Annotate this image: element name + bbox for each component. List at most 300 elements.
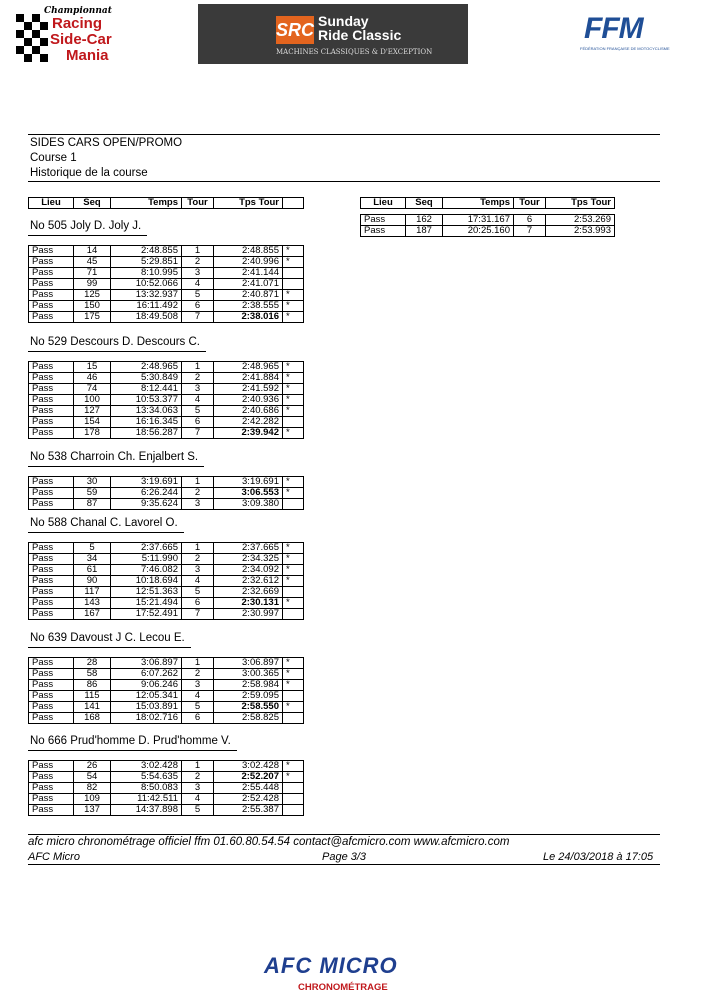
best-lap-mark: * (283, 576, 304, 587)
cell-seq: 15 (74, 362, 111, 373)
cell-tps-tour: 2:30.131 (214, 598, 283, 609)
cell-tps-tour: 2:40.996 (214, 257, 283, 268)
cell-temps: 13:34.063 (111, 406, 182, 417)
cell-seq: 100 (74, 395, 111, 406)
table-row (29, 609, 304, 620)
cell-lieu: Pass (29, 669, 74, 680)
cell-tps-tour: 2:48.855 (214, 246, 283, 257)
cell-seq: 14 (74, 246, 111, 257)
table-row (29, 783, 304, 794)
cell-tps-tour: 2:48.965 (214, 362, 283, 373)
cell-tour: 3 (182, 565, 214, 576)
cell-lieu: Pass (29, 761, 74, 772)
footer-bottom-rule (28, 864, 660, 865)
table-row (361, 226, 615, 237)
table-row (29, 406, 304, 417)
cell-temps: 10:53.377 (111, 395, 182, 406)
cell-lieu: Pass (29, 373, 74, 384)
best-lap-mark: * (283, 761, 304, 772)
cell-temps: 8:12.441 (111, 384, 182, 395)
logo-sunday: Sunday (318, 13, 369, 29)
cell-tps-tour: 2:58.550 (214, 702, 283, 713)
best-lap-mark (283, 691, 304, 702)
crew-title: No 529 Descours D. Descours C. (30, 336, 201, 348)
cell-seq: 28 (74, 658, 111, 669)
cell-tour: 5 (182, 587, 214, 598)
cell-tour: 6 (182, 713, 214, 724)
cell-temps: 10:18.694 (111, 576, 182, 587)
col-seq: Seq (74, 198, 111, 209)
crew-lap-table (28, 542, 304, 620)
crew-title: No 505 Joly D. Joly J. (30, 220, 142, 232)
crew-underline (28, 532, 184, 533)
logo-afc-micro-text: AFC MICRO (264, 953, 398, 978)
cell-tps-tour: 2:32.612 (214, 576, 283, 587)
table-row (29, 301, 304, 312)
cell-lieu: Pass (29, 565, 74, 576)
best-lap-mark: * (283, 384, 304, 395)
cell-seq: 30 (74, 477, 111, 488)
cell-lieu: Pass (29, 301, 74, 312)
cell-tps-tour: 2:52.428 (214, 794, 283, 805)
cell-tps-tour: 2:37.665 (214, 543, 283, 554)
cell-seq: 87 (74, 499, 111, 510)
cell-tps-tour: 2:53.993 (546, 226, 615, 237)
cell-tps-tour: 2:53.269 (546, 215, 615, 226)
cell-seq: 137 (74, 805, 111, 816)
logo-tagline: MACHINES CLASSIQUES & D'EXCEPTION (276, 48, 433, 56)
logo-chronometrage: CHRONOMÉTRAGE (298, 982, 388, 993)
cell-tour: 2 (182, 488, 214, 499)
cell-lieu: Pass (29, 488, 74, 499)
cell-lieu: Pass (29, 246, 74, 257)
cell-temps: 18:56.287 (111, 428, 182, 439)
cell-tps-tour: 2:39.942 (214, 428, 283, 439)
cell-tour: 6 (182, 598, 214, 609)
table-row (29, 576, 304, 587)
col-mark (283, 198, 304, 209)
best-lap-mark: * (283, 658, 304, 669)
table-row (29, 761, 304, 772)
cell-seq: 54 (74, 772, 111, 783)
cell-seq: 90 (74, 576, 111, 587)
cell-temps: 5:30.849 (111, 373, 182, 384)
cell-tour: 7 (182, 312, 214, 323)
cell-seq: 187 (406, 226, 443, 237)
cell-tps-tour: 2:58.984 (214, 680, 283, 691)
cell-seq: 125 (74, 290, 111, 301)
cell-seq: 143 (74, 598, 111, 609)
cell-tour: 1 (182, 362, 214, 373)
table-row (29, 587, 304, 598)
cell-tour: 1 (182, 658, 214, 669)
cell-lieu: Pass (29, 554, 74, 565)
table-row (29, 290, 304, 301)
cell-temps: 14:37.898 (111, 805, 182, 816)
cell-tps-tour: 2:34.092 (214, 565, 283, 576)
table-row (361, 215, 615, 226)
logo-ride-classic: Ride Classic (318, 27, 402, 43)
table-row (29, 279, 304, 290)
cell-tps-tour: 2:55.387 (214, 805, 283, 816)
table-row (29, 713, 304, 724)
cell-lieu: Pass (29, 783, 74, 794)
best-lap-mark: * (283, 290, 304, 301)
cell-lieu: Pass (29, 794, 74, 805)
crew-underline (28, 351, 206, 352)
cell-lieu: Pass (29, 587, 74, 598)
logo-ffm-tagline: FÉDÉRATION FRANÇAISE DE MOTOCYCLISME (580, 46, 670, 51)
best-lap-mark: * (283, 669, 304, 680)
cell-tps-tour: 2:30.997 (214, 609, 283, 620)
cell-temps: 2:48.855 (111, 246, 182, 257)
cell-temps: 17:31.167 (443, 215, 514, 226)
crew-title: No 639 Davoust J C. Lecou E. (30, 632, 185, 644)
cell-temps: 16:11.492 (111, 301, 182, 312)
crew-lap-table (28, 361, 304, 439)
cell-seq: 82 (74, 783, 111, 794)
cell-seq: 141 (74, 702, 111, 713)
footer-company: AFC Micro (28, 851, 80, 863)
cell-temps: 20:25.160 (443, 226, 514, 237)
cell-tour: 3 (182, 499, 214, 510)
cell-temps: 8:10.995 (111, 268, 182, 279)
logo-src: SRC (276, 16, 314, 44)
crew-underline (28, 750, 237, 751)
cell-lieu: Pass (29, 658, 74, 669)
best-lap-mark (283, 609, 304, 620)
cell-lieu: Pass (29, 268, 74, 279)
cell-seq: 5 (74, 543, 111, 554)
cell-lieu: Pass (29, 384, 74, 395)
table-row (29, 691, 304, 702)
cell-lieu: Pass (29, 279, 74, 290)
cell-lieu: Pass (29, 290, 74, 301)
crew-title: No 538 Charroin Ch. Enjalbert S. (30, 451, 199, 463)
table-row (29, 417, 304, 428)
crew-lap-table (28, 476, 304, 510)
cell-tps-tour: 2:40.686 (214, 406, 283, 417)
cell-tour: 3 (182, 384, 214, 395)
cell-tps-tour: 2:41.071 (214, 279, 283, 290)
cell-tps-tour: 3:09.380 (214, 499, 283, 510)
cell-tour: 2 (182, 373, 214, 384)
col-temps: Temps (443, 198, 514, 209)
cell-lieu: Pass (29, 428, 74, 439)
cell-temps: 11:42.511 (111, 794, 182, 805)
cell-lieu: Pass (29, 609, 74, 620)
cell-lieu: Pass (29, 477, 74, 488)
cell-tour: 3 (182, 680, 214, 691)
best-lap-mark (283, 499, 304, 510)
cell-seq: 150 (74, 301, 111, 312)
cell-temps: 8:50.083 (111, 783, 182, 794)
best-lap-mark: * (283, 428, 304, 439)
best-lap-mark: * (283, 246, 304, 257)
footer-contact: afc micro chronométrage officiel ffm 01.60.80.54.54 contact@afcmicro.com www.afcmicro.com (28, 836, 510, 848)
table-row (29, 658, 304, 669)
cell-temps: 13:32.937 (111, 290, 182, 301)
crew-underline (28, 235, 147, 236)
table-row (29, 598, 304, 609)
cell-temps: 3:06.897 (111, 658, 182, 669)
col-tour: Tour (514, 198, 546, 209)
cell-temps: 9:06.246 (111, 680, 182, 691)
cell-seq: 74 (74, 384, 111, 395)
best-lap-mark: * (283, 772, 304, 783)
cell-temps: 2:48.965 (111, 362, 182, 373)
cell-tour: 1 (182, 246, 214, 257)
cell-tps-tour: 2:52.207 (214, 772, 283, 783)
ffm-logo (578, 12, 670, 54)
best-lap-mark: * (283, 257, 304, 268)
best-lap-mark (283, 783, 304, 794)
best-lap-mark: * (283, 554, 304, 565)
table-row (29, 794, 304, 805)
cell-seq: 45 (74, 257, 111, 268)
table-row (29, 477, 304, 488)
cell-tps-tour: 2:34.325 (214, 554, 283, 565)
cell-seq: 167 (74, 609, 111, 620)
col-temps: Temps (111, 198, 182, 209)
cell-tour: 6 (514, 215, 546, 226)
col-tps-tour: Tps Tour (546, 198, 615, 209)
race-title: Course 1 (30, 152, 77, 164)
cell-tps-tour: 3:19.691 (214, 477, 283, 488)
cell-tour: 7 (182, 428, 214, 439)
best-lap-mark: * (283, 477, 304, 488)
cell-tour: 5 (182, 290, 214, 301)
cell-lieu: Pass (29, 257, 74, 268)
cell-temps: 3:02.428 (111, 761, 182, 772)
page-subtitle: Historique de la course (30, 167, 148, 179)
left-column-header (28, 197, 304, 209)
cell-seq: 168 (74, 713, 111, 724)
table-row (29, 373, 304, 384)
col-seq: Seq (406, 198, 443, 209)
crew-underline (28, 466, 204, 467)
cell-tps-tour: 2:40.871 (214, 290, 283, 301)
cell-temps: 5:11.990 (111, 554, 182, 565)
cell-temps: 6:26.244 (111, 488, 182, 499)
cell-tps-tour: 3:02.428 (214, 761, 283, 772)
best-lap-mark: * (283, 702, 304, 713)
cell-tour: 2 (182, 257, 214, 268)
table-row (29, 805, 304, 816)
logo-racing: Racing (52, 15, 103, 32)
table-row (29, 702, 304, 713)
cell-seq: 34 (74, 554, 111, 565)
cell-seq: 154 (74, 417, 111, 428)
right-column-header (360, 197, 615, 209)
cell-tour: 2 (182, 554, 214, 565)
cell-temps: 18:02.716 (111, 713, 182, 724)
crew-underline (28, 647, 191, 648)
crew-title: No 666 Prud'homme D. Prud'homme V. (30, 735, 231, 747)
cell-tps-tour: 2:58.825 (214, 713, 283, 724)
cell-temps: 12:05.341 (111, 691, 182, 702)
cell-temps: 12:51.363 (111, 587, 182, 598)
table-row (29, 488, 304, 499)
cell-tour: 5 (182, 702, 214, 713)
cell-temps: 7:46.082 (111, 565, 182, 576)
crew-lap-table (28, 245, 304, 323)
cell-seq: 26 (74, 761, 111, 772)
table-row (29, 362, 304, 373)
best-lap-mark (283, 587, 304, 598)
table-row (29, 395, 304, 406)
footer-top-rule (28, 834, 660, 835)
col-tour: Tour (182, 198, 214, 209)
cell-tps-tour: 2:40.936 (214, 395, 283, 406)
cell-temps: 5:54.635 (111, 772, 182, 783)
cell-lieu: Pass (29, 772, 74, 783)
cell-tour: 1 (182, 477, 214, 488)
table-row (29, 246, 304, 257)
table-row (29, 312, 304, 323)
table-row (29, 257, 304, 268)
best-lap-mark: * (283, 680, 304, 691)
cell-tps-tour: 2:38.016 (214, 312, 283, 323)
table-row (29, 499, 304, 510)
cell-seq: 175 (74, 312, 111, 323)
cell-lieu: Pass (29, 576, 74, 587)
header-top-rule (28, 134, 660, 135)
best-lap-mark (283, 268, 304, 279)
cell-temps: 15:03.891 (111, 702, 182, 713)
header-bottom-rule (28, 181, 660, 182)
cell-temps: 2:37.665 (111, 543, 182, 554)
cell-tour: 5 (182, 805, 214, 816)
table-row (29, 680, 304, 691)
cell-seq: 162 (406, 215, 443, 226)
racing-side-car-mania-logo (14, 6, 132, 68)
cell-temps: 15:21.494 (111, 598, 182, 609)
table-row (29, 554, 304, 565)
cell-lieu: Pass (29, 312, 74, 323)
logo-mania: Mania (66, 47, 109, 64)
cell-tour: 4 (182, 279, 214, 290)
cell-temps: 10:52.066 (111, 279, 182, 290)
cell-tps-tour: 2:41.884 (214, 373, 283, 384)
best-lap-mark (283, 417, 304, 428)
afc-micro-logo (262, 952, 402, 1000)
category-title: SIDES CARS OPEN/PROMO (30, 137, 183, 149)
cell-seq: 109 (74, 794, 111, 805)
footer-page: Page 3/3 (322, 851, 367, 863)
cell-temps: 18:49.508 (111, 312, 182, 323)
cell-tour: 6 (182, 301, 214, 312)
cell-tour: 7 (182, 609, 214, 620)
cell-tour: 6 (182, 417, 214, 428)
cell-seq: 117 (74, 587, 111, 598)
cell-tour: 4 (182, 395, 214, 406)
cell-seq: 58 (74, 669, 111, 680)
footer-date: Le 24/03/2018 à 17:05 (543, 851, 654, 863)
cell-seq: 71 (74, 268, 111, 279)
best-lap-mark: * (283, 395, 304, 406)
cell-tps-tour: 2:59.095 (214, 691, 283, 702)
cell-lieu: Pass (361, 226, 406, 237)
cell-tps-tour: 3:00.365 (214, 669, 283, 680)
table-row (29, 543, 304, 554)
col-lieu: Lieu (361, 198, 406, 209)
cell-temps: 9:35.624 (111, 499, 182, 510)
best-lap-mark: * (283, 373, 304, 384)
cell-tour: 2 (182, 669, 214, 680)
crew-title: No 588 Chanal C. Lavorel O. (30, 517, 178, 529)
best-lap-mark (283, 794, 304, 805)
cell-tour: 3 (182, 268, 214, 279)
cell-tour: 1 (182, 761, 214, 772)
cell-tour: 3 (182, 783, 214, 794)
continuation-table (360, 214, 615, 237)
best-lap-mark: * (283, 301, 304, 312)
table-row (29, 384, 304, 395)
cell-seq: 115 (74, 691, 111, 702)
best-lap-mark: * (283, 565, 304, 576)
col-lieu: Lieu (29, 198, 74, 209)
cell-seq: 178 (74, 428, 111, 439)
cell-tps-tour: 2:41.592 (214, 384, 283, 395)
table-row (29, 669, 304, 680)
crew-lap-table (28, 657, 304, 724)
cell-lieu: Pass (29, 499, 74, 510)
cell-lieu: Pass (29, 702, 74, 713)
cell-temps: 16:16.345 (111, 417, 182, 428)
cell-lieu: Pass (29, 598, 74, 609)
col-tps-tour: Tps Tour (214, 198, 283, 209)
best-lap-mark: * (283, 312, 304, 323)
table-row (29, 428, 304, 439)
cell-tps-tour: 2:55.448 (214, 783, 283, 794)
cell-tour: 2 (182, 772, 214, 783)
cell-seq: 127 (74, 406, 111, 417)
cell-lieu: Pass (29, 417, 74, 428)
crew-lap-table (28, 760, 304, 816)
best-lap-mark: * (283, 406, 304, 417)
cell-tour: 4 (182, 794, 214, 805)
cell-lieu: Pass (29, 406, 74, 417)
cell-tour: 5 (182, 406, 214, 417)
table-row (29, 268, 304, 279)
cell-seq: 86 (74, 680, 111, 691)
cell-temps: 3:19.691 (111, 477, 182, 488)
best-lap-mark: * (283, 362, 304, 373)
cell-seq: 61 (74, 565, 111, 576)
best-lap-mark (283, 713, 304, 724)
cell-tps-tour: 2:42.282 (214, 417, 283, 428)
table-row (29, 565, 304, 576)
best-lap-mark: * (283, 598, 304, 609)
cell-tour: 4 (182, 691, 214, 702)
best-lap-mark (283, 805, 304, 816)
cell-seq: 46 (74, 373, 111, 384)
cell-lieu: Pass (29, 395, 74, 406)
cell-tour: 1 (182, 543, 214, 554)
cell-temps: 6:07.262 (111, 669, 182, 680)
logo-ffm-text: FFM (584, 12, 643, 45)
cell-seq: 59 (74, 488, 111, 499)
table-row (29, 772, 304, 783)
cell-tour: 7 (514, 226, 546, 237)
cell-lieu: Pass (29, 362, 74, 373)
cell-tps-tour: 2:32.669 (214, 587, 283, 598)
sunday-ride-classic-logo (198, 4, 468, 64)
cell-lieu: Pass (29, 691, 74, 702)
cell-temps: 17:52.491 (111, 609, 182, 620)
cell-tps-tour: 2:41.144 (214, 268, 283, 279)
